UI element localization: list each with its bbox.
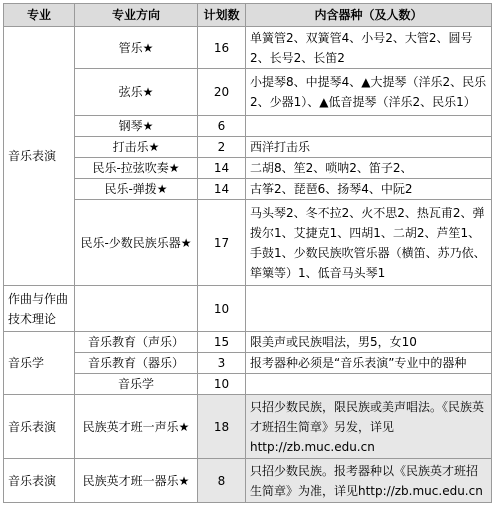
major-cell: 音乐表演 (4, 459, 75, 503)
plan-cell: 17 (198, 200, 246, 286)
instruments-cell (246, 374, 492, 395)
direction-cell: 打击乐★ (75, 137, 198, 158)
direction-cell: 音乐学 (75, 374, 198, 395)
table-header-row (4, 4, 492, 27)
header-direction: 专业方向 (75, 4, 198, 27)
instruments-cell (246, 286, 492, 332)
instruments-cell: 二胡8、笙2、唢呐2、笛子2、 (246, 158, 492, 179)
instruments-cell: 只招少数民族，限民族或美声唱法。《民族英才班招生简章》另发，详见http://zb.muc.edu.cn (246, 395, 492, 459)
header-plan: 计划数 (198, 4, 246, 27)
plan-cell: 14 (198, 179, 246, 200)
table-row (4, 116, 492, 137)
instruments-cell: 小提琴8、中提琴4、▲大提琴（洋乐2、民乐2、少器1）、▲低音提琴（洋乐2、民乐1） (246, 69, 492, 116)
major-cell: 音乐表演 (4, 395, 75, 459)
major-cell: 作曲与作曲技术理论 (4, 286, 75, 332)
direction-cell: 管乐★ (75, 27, 198, 69)
plan-cell: 20 (198, 69, 246, 116)
table-row (4, 332, 492, 353)
table-row (4, 286, 492, 332)
direction-cell: 民乐-少数民族乐器★ (75, 200, 198, 286)
major-cell: 音乐表演 (4, 27, 75, 286)
instruments-cell: 古筝2、琵琶6、扬琴4、中阮2 (246, 179, 492, 200)
direction-cell: 民乐-弹拨★ (75, 179, 198, 200)
table-row (4, 459, 492, 503)
plan-cell: 16 (198, 27, 246, 69)
table-row (4, 200, 492, 286)
direction-cell: 民族英才班一器乐★ (75, 459, 198, 503)
table-row (4, 69, 492, 116)
plan-cell: 10 (198, 374, 246, 395)
table-row (4, 395, 492, 459)
plan-cell: 6 (198, 116, 246, 137)
instruments-cell: 限美声或民族唱法，男5，女10 (246, 332, 492, 353)
plan-cell: 18 (198, 395, 246, 459)
major-cell: 音乐学 (4, 332, 75, 395)
instruments-cell: 只招少数民族。报考器种以《民族英才班招生简章》为准，详见http://zb.muc.edu.cn (246, 459, 492, 503)
table-row (4, 137, 492, 158)
enrollment-plan-table (3, 3, 492, 503)
table-row (4, 353, 492, 374)
direction-cell (75, 286, 198, 332)
enrollment-plan-table-container (3, 3, 491, 503)
instruments-cell: 单簧管2、双簧管4、小号2、大管2、圆号2、长号2、长笛2 (246, 27, 492, 69)
direction-cell: 弦乐★ (75, 69, 198, 116)
table-row (4, 27, 492, 69)
instruments-cell: 马头琴2、冬不拉2、火不思2、热瓦甫2、弹拨尔1、艾捷克1、四胡1、二胡2、芦笙1、手鼓1、少数民族吹管乐器（横笛、苏乃依、筚篥等）1、低音马头琴1 (246, 200, 492, 286)
plan-cell: 3 (198, 353, 246, 374)
header-instruments: 内含器种（及人数） (246, 4, 492, 27)
table-row (4, 179, 492, 200)
plan-cell: 2 (198, 137, 246, 158)
plan-cell: 8 (198, 459, 246, 503)
direction-cell: 民乐-拉弦吹奏★ (75, 158, 198, 179)
table-row (4, 374, 492, 395)
plan-cell: 15 (198, 332, 246, 353)
direction-cell: 钢琴★ (75, 116, 198, 137)
direction-cell: 音乐教育（器乐） (75, 353, 198, 374)
plan-cell: 10 (198, 286, 246, 332)
direction-cell: 民族英才班一声乐★ (75, 395, 198, 459)
instruments-cell (246, 116, 492, 137)
plan-cell: 14 (198, 158, 246, 179)
header-major: 专业 (4, 4, 75, 27)
table-row (4, 158, 492, 179)
instruments-cell: 西洋打击乐 (246, 137, 492, 158)
direction-cell: 音乐教育（声乐） (75, 332, 198, 353)
instruments-cell: 报考器种必须是“音乐表演”专业中的器种 (246, 353, 492, 374)
